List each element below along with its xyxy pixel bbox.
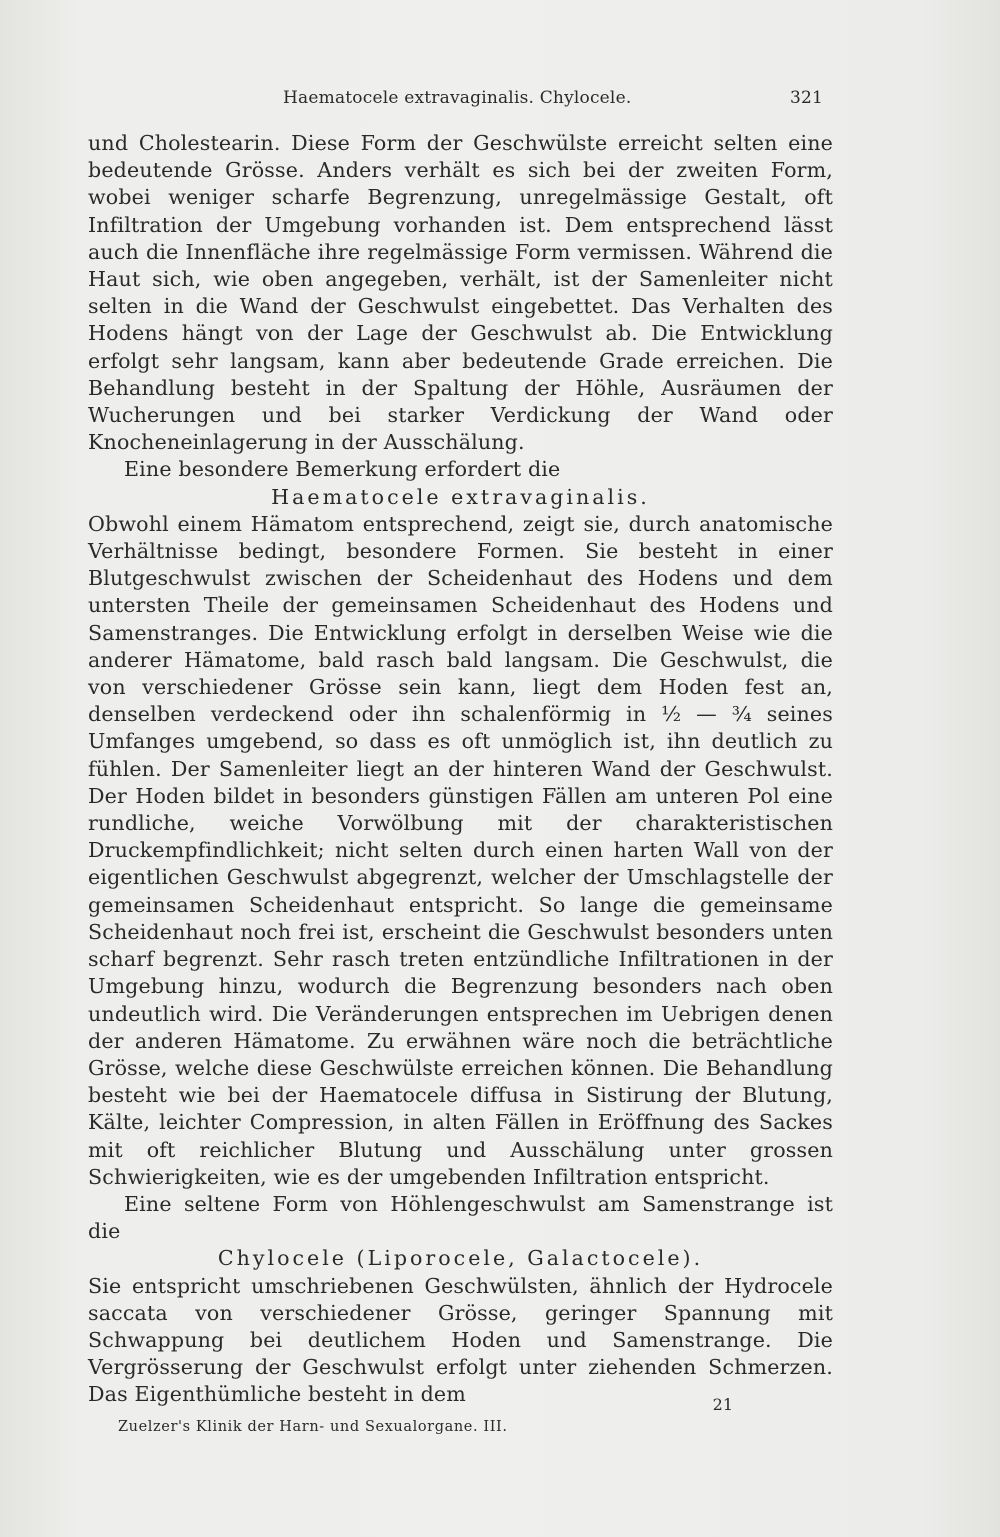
page-number: 321 [789, 88, 823, 108]
series-title: Zuelzer's Klinik der Harn- und Sexualorgane. III. [118, 1419, 508, 1435]
running-title: Haematocele extravaginalis. Chylocele. [283, 88, 632, 108]
paragraph-chylocele: Sie entspricht umschriebenen Geschwülsten, ähnlich der Hydrocele saccata von verschiedener Grösse, geringer Spannung mit Schwappung bei deutlichem Hoden und Samenstrange. Die Vergrösserung der Geschwulst erfolgt unter ziehenden Schmerzen. Das Eigenthümliche besteht in dem [88, 1273, 833, 1407]
page-header [88, 88, 823, 114]
section-heading-haematocele: Haematocele extravaginalis. [271, 484, 650, 509]
page-body [88, 130, 833, 1409]
page-footer [88, 1395, 833, 1477]
paragraph-haematocele: Obwohl einem Hämatom entsprechend, zeigt sie, durch anatomische Verhältnisse bedingt, besondere Formen. Sie besteht in einer Blutgeschwulst zwischen der Scheidenhaut des Hodens und dem untersten Theile der gemeinsamen Scheidenhaut des Hodens und Samenstranges. Die Entwicklung erfolgt in derselben Weise wie die anderer Hämatome, bald rasch bald langsam. Die Geschwulst, die von verschiedener Grösse sein kann, liegt dem Hoden fest an, denselben verdeckend oder ihn schalenförmig in ½ — ¾ seines Umfanges umgebend, so dass es oft unmöglich ist, ihn deutlich zu fühlen. Der Samenleiter liegt an der hinteren Wand der Geschwulst. Der Hoden bildet in besonders günstigen Fällen am unteren Pol eine rundliche, weiche Vorwölbung mit der charakteristischen Druckempfindlichkeit; nicht selten durch einen harten Wall von der eigentlichen Geschwulst abgegrenzt, welcher der Umschlagstelle der gemeinsamen Scheidenhaut entspricht. So lange die gemeinsame Scheidenhaut noch frei ist, erscheint die Geschwulst besonders unten scharf begrenzt. Sehr rasch treten entzündliche Infiltrationen in der Umgebung hinzu, wodurch die Begrenzung besonders nach oben undeutlich wird. Die Veränderungen entsprechen im Uebrigen denen der anderen Hämatome. Zu erwähnen wäre noch die beträchtliche Grösse, welche diese Geschwülste erreichen können. Die Behandlung besteht wie bei der Haematocele diffusa in Sistirung der Blutung, Kälte, leichter Compression, in alten Fällen in Eröffnung des Sackes mit oft reichlicher Blutung und Ausschälung unter grossen Schwierigkeiten, wie es der umgebenden Infiltration entspricht. [88, 511, 833, 1189]
signature-mark: 21 [712, 1395, 733, 1414]
paragraph-intro-chylocele: Eine seltene Form von Höhlengeschwulst am Samenstrange ist die [88, 1191, 833, 1244]
paragraph-intro-haematocele: Eine besondere Bemerkung erfordert die [124, 457, 561, 482]
paragraph-cholestearin: und Cholestearin. Diese Form der Geschwülste erreicht selten eine bedeutende Grösse. Anders verhält es sich bei der zweiten Form, wobei weniger scharfe Begrenzung, unregelmässige Gestalt, oft Infiltration der Umgebung vorhanden ist. Dem entsprechend lässt auch die Innenfläche ihre regelmässige Form vermissen. Während die Haut sich, wie oben angegeben, verhält, ist der Samenleiter nicht selten in die Wand der Geschwulst eingebettet. Das Verhalten des Hodens hängt von der Lage der Geschwulst ab. Die Entwicklung erfolgt sehr langsam, kann aber bedeutende Grade erreichen. Die Behandlung besteht in der Spaltung der Höhle, Ausräumen der Wucherungen und bei starker Verdickung der Wand oder Knocheneinlagerung in der Ausschälung. [88, 131, 833, 455]
section-heading-chylocele: Chylocele (Liporocele, Galactocele). [217, 1246, 704, 1271]
